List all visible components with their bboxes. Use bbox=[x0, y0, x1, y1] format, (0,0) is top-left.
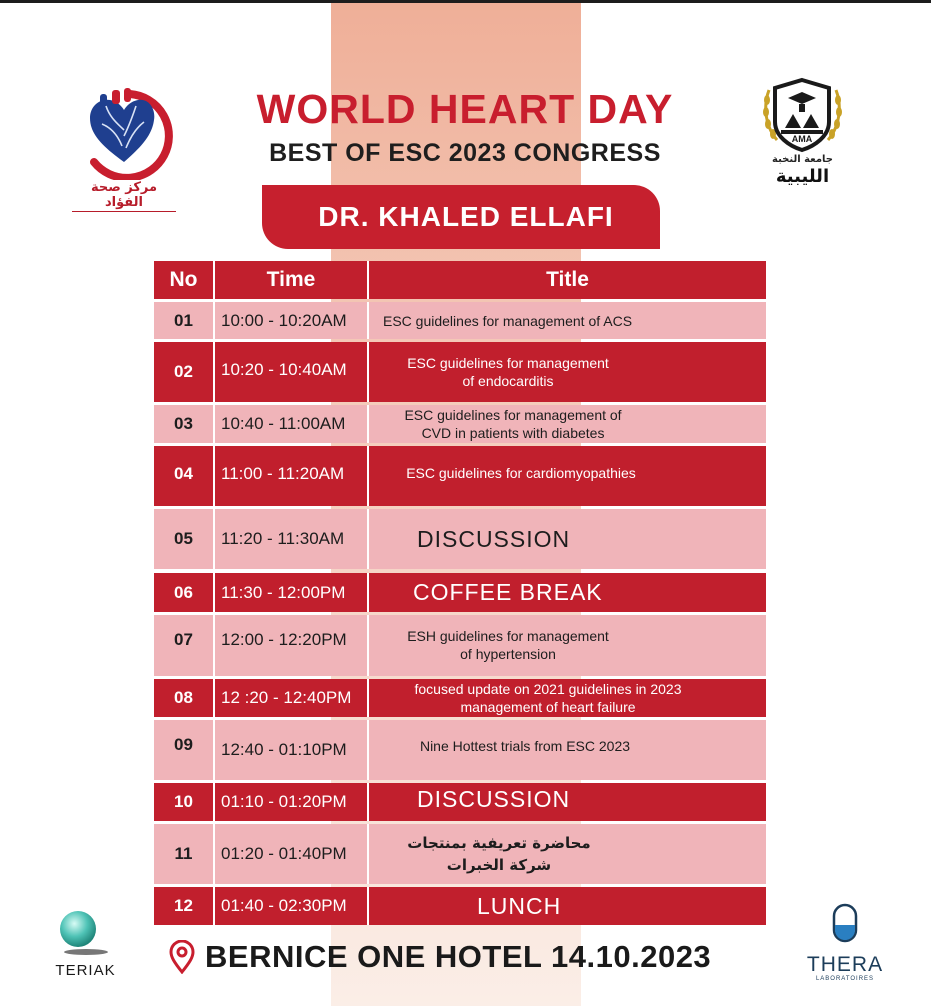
row-title-text: Nine Hottest trials from ESC 2023 bbox=[419, 738, 631, 754]
row-number: 12 bbox=[154, 887, 213, 925]
row-number: 07 bbox=[154, 615, 213, 676]
row-time: 10:00 - 10:20AM bbox=[213, 302, 367, 339]
row-title-line2: of hypertension bbox=[460, 646, 556, 662]
row-number: 10 bbox=[154, 783, 213, 821]
row-number: 09 bbox=[154, 720, 213, 780]
row-title-line2: management of heart failure bbox=[460, 699, 636, 715]
row-time: 11:20 - 11:30AM bbox=[213, 509, 367, 569]
row-number: 06 bbox=[154, 573, 213, 612]
thera-capsule-icon bbox=[800, 903, 890, 949]
row-number: 08 bbox=[154, 679, 213, 717]
heart-center-logo bbox=[72, 84, 182, 210]
row-number: 03 bbox=[154, 405, 213, 443]
row-time: 11:00 - 11:20AM bbox=[213, 446, 367, 506]
row-title-text: COFFEE BREAK bbox=[413, 579, 603, 605]
row-title-text: DISCUSSION bbox=[417, 786, 571, 812]
header-no: No bbox=[154, 261, 213, 299]
row-title-text: DISCUSSION bbox=[417, 525, 571, 552]
row-number: 01 bbox=[154, 302, 213, 339]
row-title-text: ESC guidelines for management of ACS bbox=[383, 312, 633, 329]
event-title: WORLD HEART DAY bbox=[256, 86, 674, 132]
row-time: 10:40 - 11:00AM bbox=[213, 405, 367, 443]
row-title-line1: focused update on 2021 guidelines in 2023 bbox=[414, 681, 682, 697]
row-time: 11:30 - 12:00PM bbox=[213, 573, 367, 612]
row-number: 04 bbox=[154, 446, 213, 506]
teriak-logo bbox=[38, 905, 133, 985]
row-time: 01:20 - 01:40PM bbox=[213, 824, 367, 884]
speaker-name: DR. KHALED ELLAFI bbox=[318, 201, 614, 232]
row-title-line1: محاضرة تعريفية بمنتجات bbox=[407, 834, 591, 852]
row-number: 02 bbox=[154, 342, 213, 402]
heart-logo-icon bbox=[72, 84, 176, 180]
teriak-label: TERIAK bbox=[55, 962, 116, 979]
thera-label: THERA bbox=[806, 953, 884, 976]
row-title-text: LUNCH bbox=[477, 892, 562, 919]
row-time: 12:00 - 12:20PM bbox=[213, 615, 367, 676]
row-title-line1: ESH guidelines for management bbox=[407, 628, 609, 644]
row-number: 05 bbox=[154, 509, 213, 569]
university-arabic-small: جامعة النخبة bbox=[772, 154, 833, 165]
header-title: Title bbox=[367, 261, 766, 299]
row-title-line2: of endocarditis bbox=[462, 373, 554, 389]
row-time: 10:20 - 10:40AM bbox=[213, 342, 367, 402]
university-arabic-large: الليبية bbox=[775, 166, 830, 187]
crest-letters: AMA bbox=[791, 134, 813, 144]
row-time: 01:40 - 02:30PM bbox=[213, 887, 367, 925]
teriak-sphere-icon bbox=[38, 905, 133, 961]
location-pin-icon bbox=[168, 940, 196, 974]
thera-logo bbox=[800, 903, 890, 983]
header-time: Time bbox=[213, 261, 367, 299]
speaker-banner bbox=[262, 185, 660, 249]
university-logo bbox=[755, 76, 850, 194]
university-crest-icon bbox=[755, 76, 850, 154]
row-title-line2: CVD in patients with diabetes bbox=[421, 425, 605, 441]
row-time: 12:40 - 01:10PM bbox=[213, 720, 367, 780]
row-title-line2: شركة الخبرات bbox=[446, 856, 552, 874]
row-number: 11 bbox=[154, 824, 213, 884]
row-title-line1: ESC guidelines for management bbox=[407, 355, 609, 371]
row-title-line1: ESC guidelines for management of bbox=[404, 407, 622, 423]
row-time: 12 :20 - 12:40PM bbox=[213, 679, 367, 717]
row-time: 01:10 - 01:20PM bbox=[213, 783, 367, 821]
row-title-text: ESC guidelines for cardiomyopathies bbox=[406, 465, 636, 481]
venue-date: BERNICE ONE HOTEL 14.10.2023 bbox=[205, 939, 712, 974]
thera-sublabel: LABORATOIRES bbox=[815, 976, 875, 982]
heart-center-arabic-name: مركز صحة الفؤاد bbox=[72, 180, 176, 212]
event-subtitle: BEST OF ESC 2023 CONGRESS bbox=[269, 139, 661, 167]
